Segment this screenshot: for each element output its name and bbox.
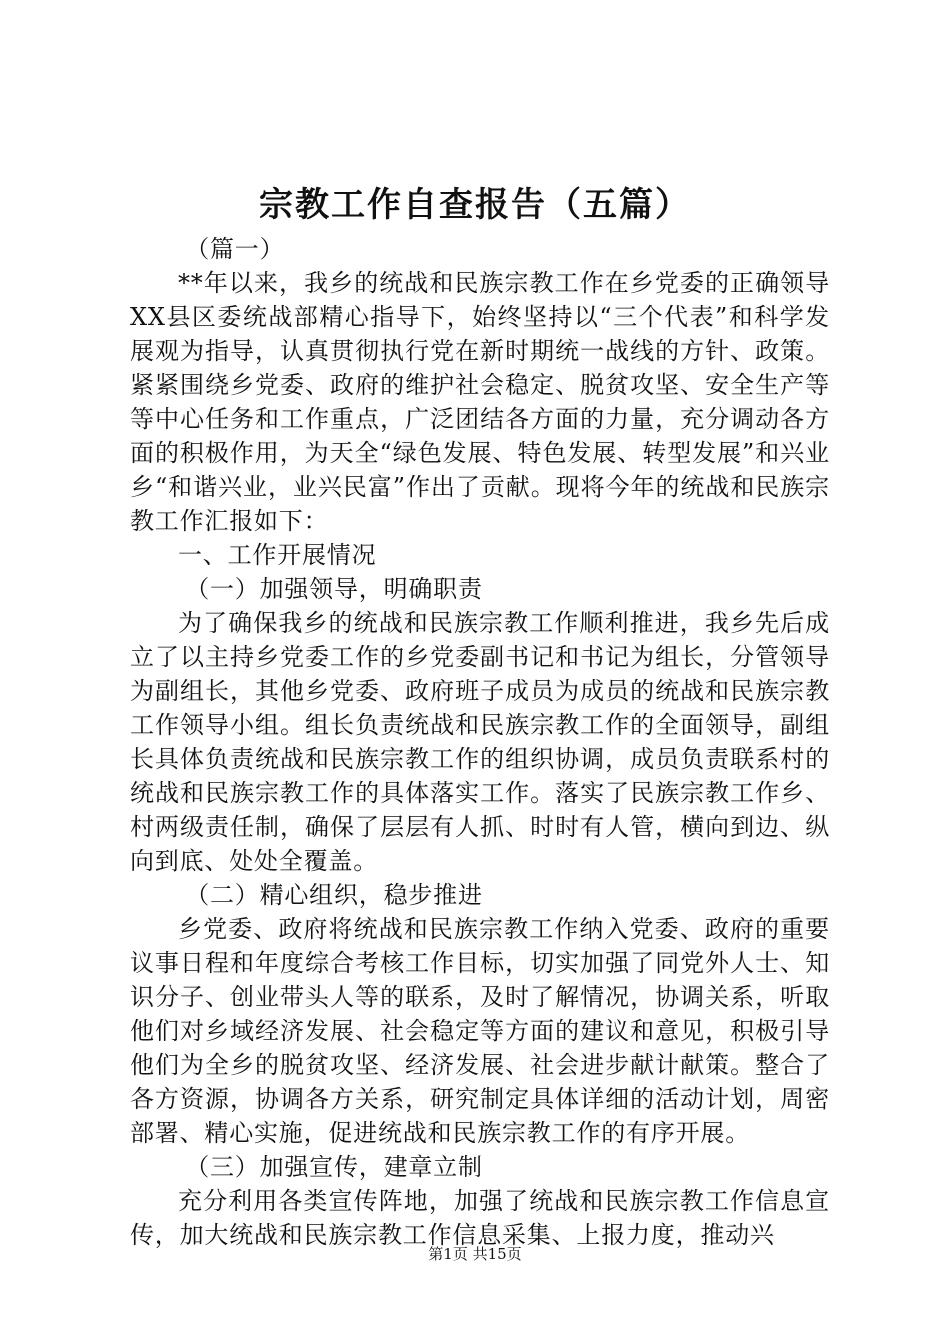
page-footer: 第1页 共15页	[428, 1245, 522, 1263]
subheading-leadership: （一）加强领导，明确职责	[185, 575, 483, 603]
paragraph-leadership: 为了确保我乡的统战和民族宗教工作顺利推进，我乡先后成立了以主持乡党委工作的乡党委副书记和书记为组长，分管领导为副组长，其他乡党委、政府班子成员为成员的统战和民族宗教工作领导小组。组长负责统战和民族宗教工作的全面领导，副组长具体负责统战和民族宗教工作的组织协调，成员负责联系村的统战和民族宗教工作的具体落实工作。落实了民族宗教工作乡、村两级责任制，确保了层层有人抓、时时有人管，横向到边、纵向到底、处处全覆盖。	[130, 609, 830, 875]
paragraph-publicity: 充分利用各类宣传阵地，加强了统战和民族宗教工作信息宣传，加大统战和民族宗教工作信息采集、上报力度，推动兴	[130, 1187, 830, 1249]
paragraph-intro: **年以来，我乡的统战和民族宗教工作在乡党委的正确领导XX县区委统战部精心指导下，始终坚持以“三个代表”和科学发展观为指导，认真贯彻执行党在新时期统一战线的方针、政策。紧紧围绕乡党委、政府的维护社会稳定、脱贫攻坚、安全生产等等中心任务和工作重点，广泛团结各方面的力量，充分调动各方面的积极作用，为天全“绿色发展、特色发展、转型发展”和兴业乡“和谐兴业，业兴民富”作出了贡献。现将今年的统战和民族宗教工作汇报如下：	[130, 269, 830, 535]
paragraph-organization: 乡党委、政府将统战和民族宗教工作纳入党委、政府的重要议事日程和年度综合考核工作目标，切实加强了同党外人士、知识分子、创业带头人等的联系，及时了解情况，协调关系，听取他们对乡域经济发展、社会稳定等方面的建议和意见，积极引导他们为全乡的脱贫攻坚、经济发展、社会进步献计献策。整合了各方资源，协调各方关系，研究制定具体详细的活动计划，周密部署、精心实施，促进统战和民族宗教工作的有序开展。	[130, 915, 830, 1147]
section-heading-part-one: （篇一）	[185, 235, 285, 263]
document-body	[130, 232, 830, 1252]
document-title: 宗教工作自查报告（五篇）	[259, 185, 691, 225]
subheading-organization: （二）精心组织，稳步推进	[185, 881, 483, 909]
subheading-publicity: （三）加强宣传，建章立制	[185, 1153, 483, 1181]
section-heading-work-status: 一、工作开展情况	[178, 541, 377, 569]
